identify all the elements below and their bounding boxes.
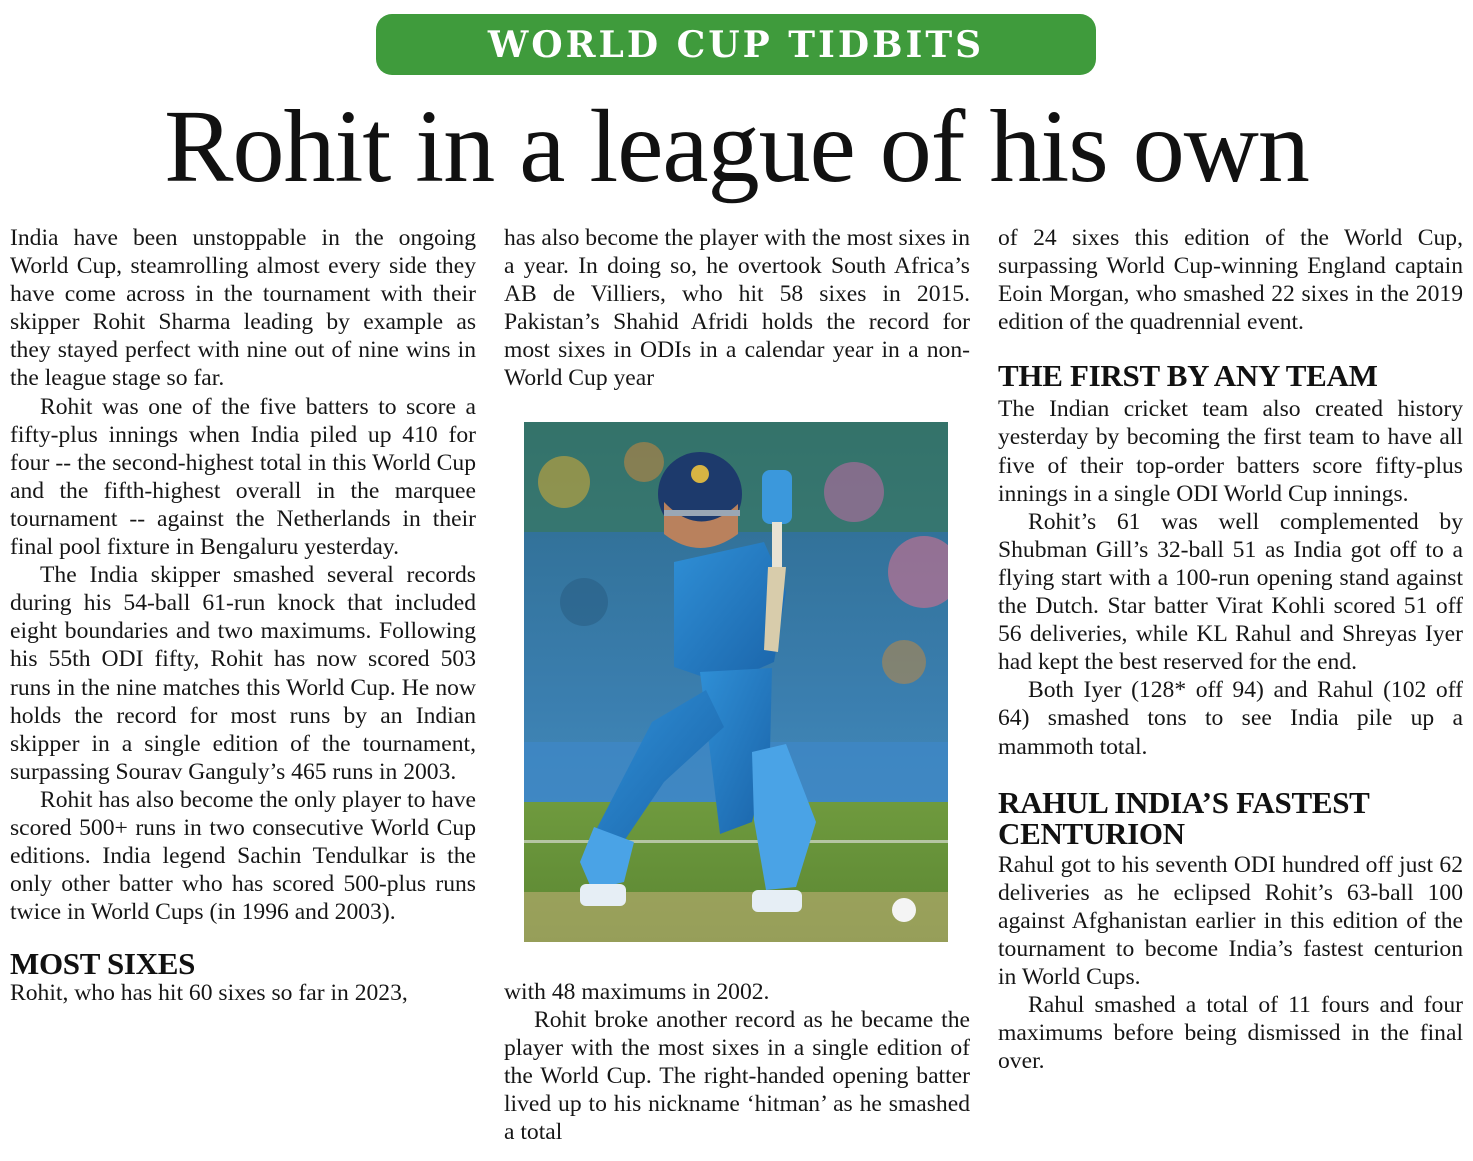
body-paragraph: Rahul smashed a total of 11 fours and four maximums before being dismissed in the final over. xyxy=(998,992,1463,1075)
body-paragraph: with 48 maximums in 2002. xyxy=(504,979,770,1005)
body-paragraph: Rohit was one of the five batters to score a fifty-plus innings when India piled up 410 for four -- the second-highest total in this World Cup and the fifth-highest overall in the marquee tournament -- against the Netherlands in their final pool fixture in Bengaluru yesterday. xyxy=(10,393,476,561)
subhead-first-by-any-team: THE FIRST BY ANY TEAM xyxy=(998,358,1378,394)
body-paragraph: Both Iyer (128* off 94) and Rahul (102 off 64) smashed tons to see India pile up a mammoth total. xyxy=(998,677,1463,760)
body-paragraph: The India skipper smashed several records during his 54-ball 61-run knock that included eight boundaries and two maximums. Following his 55th ODI fifty, Rohit has now scored 503 runs in the nine matches this World Cup. He now holds the record for most runs by an Indian skipper in a single edition of the tournament, surpassing Sourav Ganguly’s 465 runs in 2003. xyxy=(10,562,476,785)
article-column-2 xyxy=(504,224,970,393)
rohit-sharma-batting-photo xyxy=(524,422,948,942)
body-paragraph: has also become the player with the most sixes in a year. In doing so, he overtook South Africa’s AB de Villiers, who hit 58 sixes in 2015. Pakistan’s Shahid Afridi holds the record for most sixes in ODIs in a calendar year in a non-World Cup year xyxy=(504,225,970,392)
article-column-1 xyxy=(10,224,476,1007)
article-headline: Rohit in a league of his own xyxy=(164,89,1309,204)
subhead-rahul-fastest-centurion: RAHUL INDIA’S FASTEST CENTURION xyxy=(998,784,1369,851)
body-paragraph: Rohit’s 61 was well complemented by Shubman Gill’s 32-ball 51 as India got off to a flying start with a 100-run opening stand against the Dutch. Star batter Virat Kohli scored 51 off 56 deliveries, while KL Rahul and Shreyas Iyer had kept the best reserved for the end. xyxy=(998,508,1463,676)
body-paragraph: Rohit broke another record as he became the player with the most sixes in a single edition of the World Cup. The right-handed opening batter lived up to his nickname ‘hitman’ as he smashed a total xyxy=(504,1007,970,1146)
body-paragraph: Rohit, who has hit 60 sixes so far in 2023, xyxy=(10,980,408,1007)
subhead-most-sixes: MOST SIXES xyxy=(10,946,196,982)
body-paragraph: The Indian cricket team also created history yesterday by becoming the first team to have all five of their top-order batters score fifty-plus innings in a single ODI World Cup innings. xyxy=(998,396,1463,507)
body-paragraph: India have been unstoppable in the ongoing World Cup, steamrolling almost every side they have come across in the tournament with their skipper Rohit Sharma leading by example as they stayed perfect with nine out of nine wins in the league stage so far. xyxy=(10,225,476,392)
body-paragraph: Rahul got to his seventh ODI hundred off just 62 deliveries as he eclipsed Rohit’s 63-ball 100 against Afghanistan earlier in this edition of the tournament to become India’s fastest centurion in World Cups. xyxy=(998,851,1463,990)
body-paragraph: Rohit has also become the only player to have scored 500+ runs in two consecutive World Cup editions. India legend Sachin Tendulkar is the only other batter who has scored 500-plus runs twice in World Cups (in 1996 and 2003). xyxy=(10,786,476,926)
body-paragraph: of 24 sixes this edition of the World Cup, surpassing World Cup-winning England captain Eoin Morgan, who smashed 22 sixes in the 2019 edition of the quadrennial event. xyxy=(998,225,1463,336)
article-column-2-continued xyxy=(504,978,970,1147)
section-kicker-banner xyxy=(376,14,1096,75)
kicker-label: WORLD CUP TIDBITS xyxy=(487,23,985,66)
article-column-3 xyxy=(998,224,1463,1075)
